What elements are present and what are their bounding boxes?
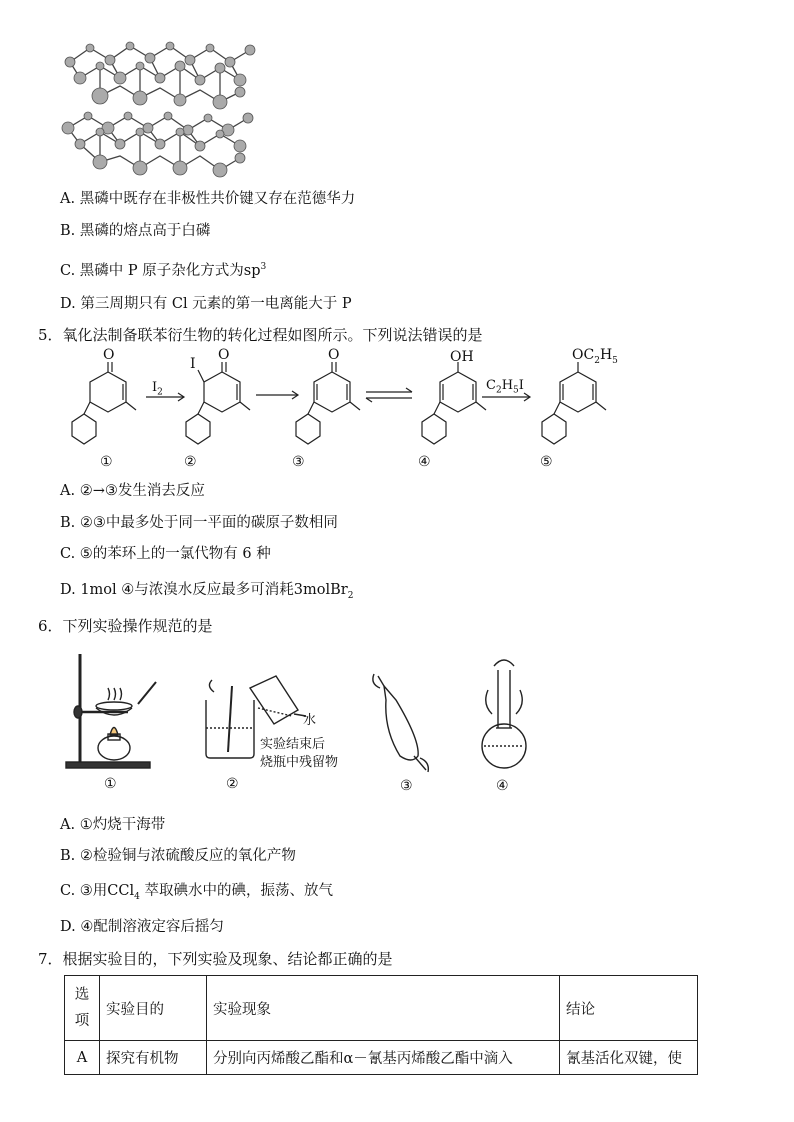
c3-oxygen: O	[328, 347, 340, 363]
row-conclusion: 氰基活化双键，使	[560, 1041, 698, 1075]
reagent-iodine: $I_2$	[152, 380, 163, 398]
q5-option-a: A. ②→③发生消去反应	[60, 483, 205, 499]
header-conclusion: 结论	[560, 976, 698, 1041]
header-purpose: 实验目的	[100, 976, 207, 1041]
residue-label-line2: 烧瓶中残留物	[260, 755, 339, 770]
apparatus-1-label: ①	[104, 776, 117, 792]
water-label: 水	[303, 713, 317, 728]
q4-option-b: B. 黑磷的熔点高于白磷	[60, 223, 211, 239]
c2-label: ②	[184, 454, 197, 470]
q5-option-d: D. 1mol ④与浓溴水反应最多可消耗3molBr$_2$	[60, 582, 354, 601]
row-purpose: 探究有机物	[100, 1041, 207, 1075]
q5-stem: 5．氧化法制备联苯衍生物的转化过程如图所示。下列说法错误的是	[38, 326, 483, 344]
c5-ethoxy: $OC_2H_5$	[572, 347, 618, 366]
q6-stem: 6．下列实验操作规范的是	[38, 617, 213, 635]
c5-label: ⑤	[540, 454, 553, 470]
table-row	[65, 1041, 698, 1075]
q6-option-d: D. ④配制溶液定容后摇匀	[60, 919, 224, 935]
apparatus-4-label: ④	[496, 778, 509, 794]
q7-stem: 7．根据实验目的，下列实验及现象、结论都正确的是	[38, 950, 393, 968]
q6-option-c: C. ③用CCl$_4$ 萃取碘水中的碘，振荡、放气	[60, 883, 333, 902]
q6-option-a: A. ①灼烧干海带	[60, 817, 166, 833]
q5-option-b: B. ②③中最多处于同一平面的碳原子数相同	[60, 515, 338, 531]
c4-hydroxyl: OH	[450, 349, 474, 365]
header-option: 选项	[65, 976, 100, 1041]
c1-oxygen: O	[103, 347, 115, 363]
c2-oxygen: O	[218, 347, 230, 363]
q4-option-a: A. 黑磷中既存在非极性共价键又存在范德华力	[60, 191, 356, 207]
residue-label-line1: 实验结束后	[260, 737, 326, 752]
reagent-ethyl-iodide: $C_2H_5I$	[486, 378, 524, 396]
c2-iodine: I	[190, 356, 196, 372]
q4-option-d: D. 第三周期只有 Cl 元素的第一电离能大于 P	[60, 296, 352, 312]
row-phenomenon: 分别向丙烯酸乙酯和α－氰基丙烯酸乙酯中滴入	[207, 1041, 560, 1075]
table-header-row	[65, 976, 698, 1041]
q6-option-b: B. ②检验铜与浓硫酸反应的氧化产物	[60, 848, 296, 864]
header-phenomenon: 实验现象	[207, 976, 560, 1041]
c3-label: ③	[292, 454, 305, 470]
row-option: A	[65, 1041, 100, 1075]
apparatus-2-label: ②	[226, 776, 239, 792]
apparatus-3-label: ③	[400, 778, 413, 794]
q5-option-c: C. ⑤的苯环上的一氯代物有 6 种	[60, 546, 271, 562]
q7-table	[64, 975, 698, 1075]
c1-label: ①	[100, 454, 113, 470]
q4-option-c: C. 黑磷中 P 原子杂化方式为$sp^3$	[60, 262, 267, 279]
c4-label: ④	[418, 454, 431, 470]
